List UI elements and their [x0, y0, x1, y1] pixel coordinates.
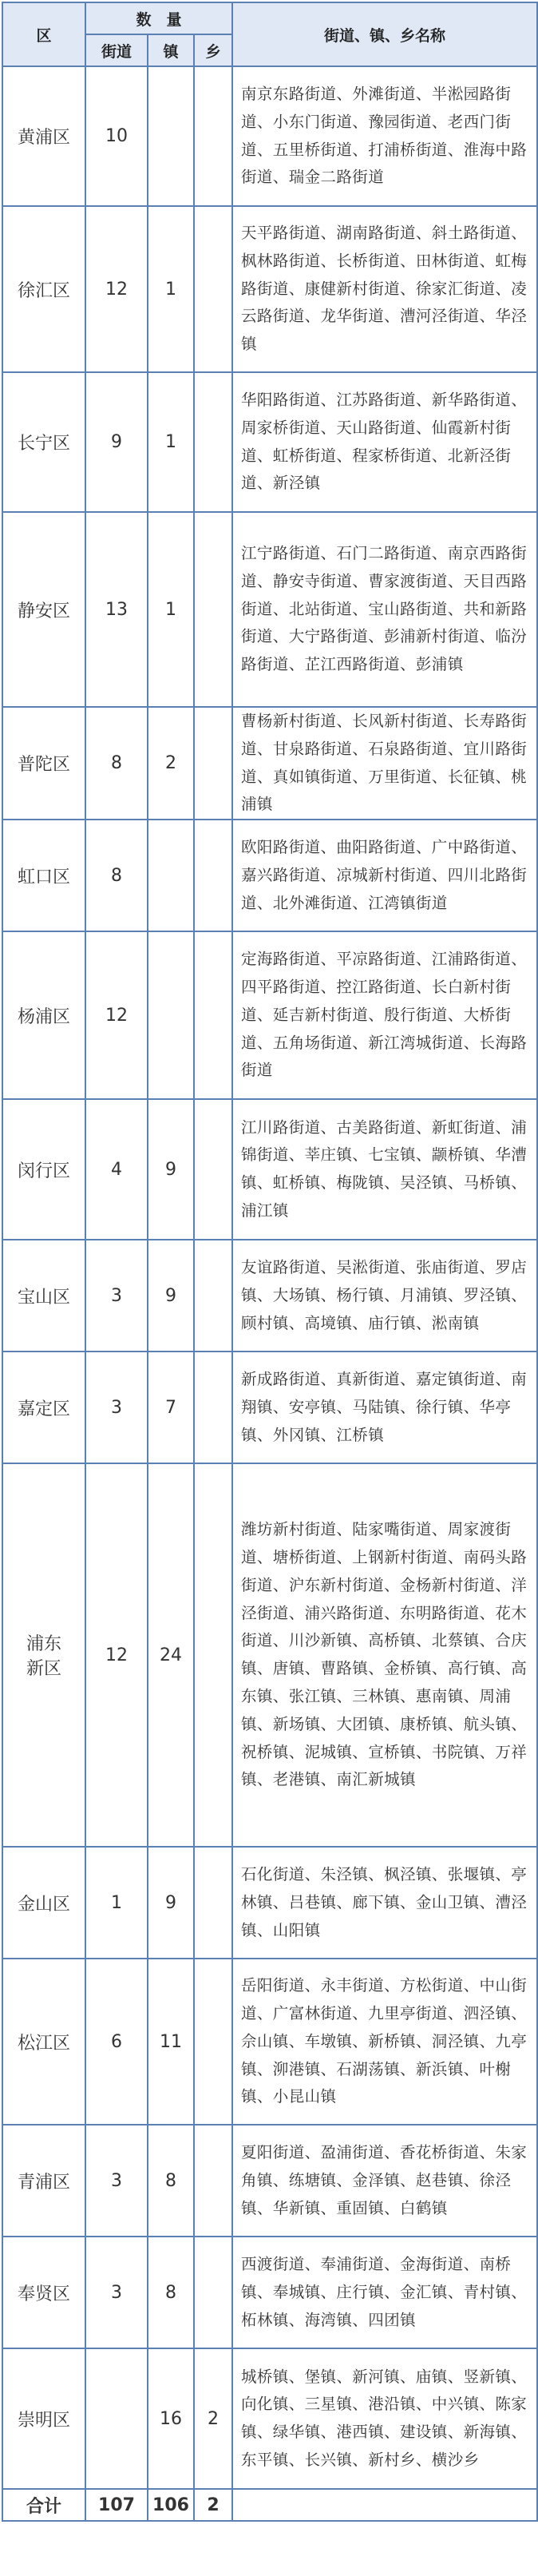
header-row-1	[2, 2, 537, 34]
township-count	[194, 1099, 232, 1240]
street-count: 9	[85, 372, 148, 512]
street-count: 1	[85, 1847, 148, 1959]
header-street: 街道	[85, 34, 148, 66]
town-count: 1	[148, 206, 194, 372]
names-cell: 西渡街道、奉浦街道、金海街道、南桥镇、奉城镇、庄行镇、金汇镇、青村镇、柘林镇、海湾镇、四团镇	[232, 2237, 537, 2348]
town-count: 9	[148, 1847, 194, 1959]
township-count	[194, 2125, 232, 2237]
table-row	[2, 1099, 537, 1240]
table-row	[2, 1959, 537, 2125]
names-cell: 潍坊新村街道、陆家嘴街道、周家渡街道、塘桥街道、上钢新村街道、南码头路街道、沪东新村街道、金杨新村街道、洋泾街道、浦兴路街道、东明路街道、花木街道、川沙新镇、高桥镇、北蔡镇、合庆镇、唐镇、曹路镇、金桥镇、高行镇、高东镇、张江镇、三林镇、惠南镇、周浦镇、新场镇、大团镇、康桥镇、航头镇、祝桥镇、泥城镇、宣桥镇、书院镇、万祥镇、老港镇、南汇新城镇	[232, 1463, 537, 1847]
table-row	[2, 1463, 537, 1847]
township-count	[194, 66, 232, 206]
township-count	[194, 931, 232, 1099]
table-row	[2, 2237, 537, 2348]
district-name-line1: 浦东	[26, 1634, 61, 1655]
total-row	[2, 2489, 537, 2521]
township-count	[194, 1463, 232, 1847]
town-count: 16	[148, 2348, 194, 2489]
table-row	[2, 1352, 537, 1463]
district-name: 静安区	[2, 512, 85, 707]
town-count	[148, 820, 194, 931]
township-count	[194, 1959, 232, 2125]
district-name: 徐汇区	[2, 206, 85, 372]
town-count: 8	[148, 2125, 194, 2237]
total-town: 106	[148, 2489, 194, 2521]
district-name: 松江区	[2, 1959, 85, 2125]
district-name: 宝山区	[2, 1240, 85, 1352]
total-label: 合计	[2, 2489, 85, 2521]
town-count: 8	[148, 2237, 194, 2348]
township-count	[194, 1240, 232, 1352]
table-row	[2, 512, 537, 707]
table-row	[2, 372, 537, 512]
district-name: 青浦区	[2, 2125, 85, 2237]
names-cell: 城桥镇、堡镇、新河镇、庙镇、竖新镇、向化镇、三星镇、港沿镇、中兴镇、陈家镇、绿华镇、港西镇、建设镇、新海镇、东平镇、长兴镇、新村乡、横沙乡	[232, 2348, 537, 2489]
town-count: 24	[148, 1463, 194, 1847]
street-count: 12	[85, 931, 148, 1099]
street-count: 3	[85, 1352, 148, 1463]
district-name: 崇明区	[2, 2348, 85, 2489]
table-row	[2, 66, 537, 206]
district-name: 奉贤区	[2, 2237, 85, 2348]
names-cell: 岳阳街道、永丰街道、方松街道、中山街道、广富林街道、九里亭街道、泗泾镇、佘山镇、车墩镇、新桥镇、洞泾镇、九亭镇、泖港镇、石湖荡镇、新浜镇、叶榭镇、小昆山镇	[232, 1959, 537, 2125]
table-row	[2, 2125, 537, 2237]
names-cell: 曹杨新村街道、长风新村街道、长寿路街道、甘泉路街道、石泉路街道、宜川路街道、真如镇街道、万里街道、长征镇、桃浦镇	[232, 707, 537, 820]
township-count	[194, 206, 232, 372]
district-name: 金山区	[2, 1847, 85, 1959]
table-row	[2, 2348, 537, 2489]
street-count: 3	[85, 1240, 148, 1352]
town-count: 1	[148, 372, 194, 512]
street-count: 12	[85, 1463, 148, 1847]
township-count	[194, 2237, 232, 2348]
header-town: 镇	[148, 34, 194, 66]
town-count: 7	[148, 1352, 194, 1463]
district-name-line2: 新区	[26, 1659, 61, 1680]
township-count	[194, 820, 232, 931]
names-cell: 夏阳街道、盈浦街道、香花桥街道、朱家角镇、练塘镇、金泽镇、赵巷镇、徐泾镇、华新镇、重固镇、白鹤镇	[232, 2125, 537, 2237]
district-name: 虹口区	[2, 820, 85, 931]
names-cell: 友谊路街道、吴淞街道、张庙街道、罗店镇、大场镇、杨行镇、月浦镇、罗泾镇、顾村镇、高境镇、庙行镇、淞南镇	[232, 1240, 537, 1352]
town-count: 2	[148, 707, 194, 820]
township-count	[194, 707, 232, 820]
table-row	[2, 820, 537, 931]
town-count: 9	[148, 1099, 194, 1240]
town-count: 1	[148, 512, 194, 707]
names-cell: 江宁路街道、石门二路街道、南京西路街道、静安寺街道、曹家渡街道、天目西路街道、北站街道、宝山路街道、共和新路街道、大宁路街道、彭浦新村街道、临汾路街道、芷江西路街道、彭浦镇	[232, 512, 537, 707]
district-name: 闵行区	[2, 1099, 85, 1240]
table-row	[2, 206, 537, 372]
table-row	[2, 1240, 537, 1352]
table-row	[2, 1847, 537, 1959]
district-name	[2, 1463, 85, 1847]
names-cell: 华阳路街道、江苏路街道、新华路街道、周家桥街道、天山路街道、仙霞新村街道、虹桥街道、程家桥街道、北新泾街道、新泾镇	[232, 372, 537, 512]
names-cell: 天平路街道、湖南路街道、斜土路街道、枫林路街道、长桥街道、田林街道、虹梅路街道、康健新村街道、徐家汇街道、凌云路街道、龙华街道、漕河泾街道、华泾镇	[232, 206, 537, 372]
township-count	[194, 1847, 232, 1959]
district-name: 普陀区	[2, 707, 85, 820]
total-street: 107	[85, 2489, 148, 2521]
district-table	[2, 2, 538, 2522]
header-district: 区	[2, 2, 85, 66]
header-township: 乡	[194, 34, 232, 66]
street-count: 8	[85, 820, 148, 931]
street-count: 10	[85, 66, 148, 206]
names-cell: 江川路街道、古美路街道、新虹街道、浦锦街道、莘庄镇、七宝镇、颛桥镇、华漕镇、虹桥镇、梅陇镇、吴泾镇、马桥镇、浦江镇	[232, 1099, 537, 1240]
names-cell: 石化街道、朱泾镇、枫泾镇、张堰镇、亭林镇、吕巷镇、廊下镇、金山卫镇、漕泾镇、山阳镇	[232, 1847, 537, 1959]
names-cell: 欧阳路街道、曲阳路街道、广中路街道、嘉兴路街道、凉城新村街道、四川北路街道、北外滩街道、江湾镇街道	[232, 820, 537, 931]
header-quantity: 数 量	[85, 2, 232, 34]
district-name: 黄浦区	[2, 66, 85, 206]
district-name: 嘉定区	[2, 1352, 85, 1463]
names-cell: 定海路街道、平凉路街道、江浦路街道、四平路街道、控江路街道、长白新村街道、延吉新村街道、殷行街道、大桥街道、五角场街道、新江湾城街道、长海路街道	[232, 931, 537, 1099]
names-cell: 南京东路街道、外滩街道、半淞园路街道、小东门街道、豫园街道、老西门街道、五里桥街道、打浦桥街道、淮海中路街道、瑞金二路街道	[232, 66, 537, 206]
town-count: 9	[148, 1240, 194, 1352]
town-count	[148, 66, 194, 206]
street-count: 4	[85, 1099, 148, 1240]
township-count	[194, 512, 232, 707]
street-count: 6	[85, 1959, 148, 2125]
town-count: 11	[148, 1959, 194, 2125]
street-count: 3	[85, 2237, 148, 2348]
district-name: 杨浦区	[2, 931, 85, 1099]
street-count: 3	[85, 2125, 148, 2237]
township-count	[194, 1352, 232, 1463]
table-row	[2, 931, 537, 1099]
total-names-empty	[232, 2489, 537, 2521]
total-township: 2	[194, 2489, 232, 2521]
names-cell: 新成路街道、真新街道、嘉定镇街道、南翔镇、安亭镇、马陆镇、徐行镇、华亭镇、外冈镇、江桥镇	[232, 1352, 537, 1463]
street-count	[85, 2348, 148, 2489]
table-row	[2, 707, 537, 820]
street-count: 8	[85, 707, 148, 820]
district-name: 长宁区	[2, 372, 85, 512]
township-count	[194, 372, 232, 512]
street-count: 12	[85, 206, 148, 372]
header-names: 街道、镇、乡名称	[232, 2, 537, 66]
street-count: 13	[85, 512, 148, 707]
township-count: 2	[194, 2348, 232, 2489]
town-count	[148, 931, 194, 1099]
